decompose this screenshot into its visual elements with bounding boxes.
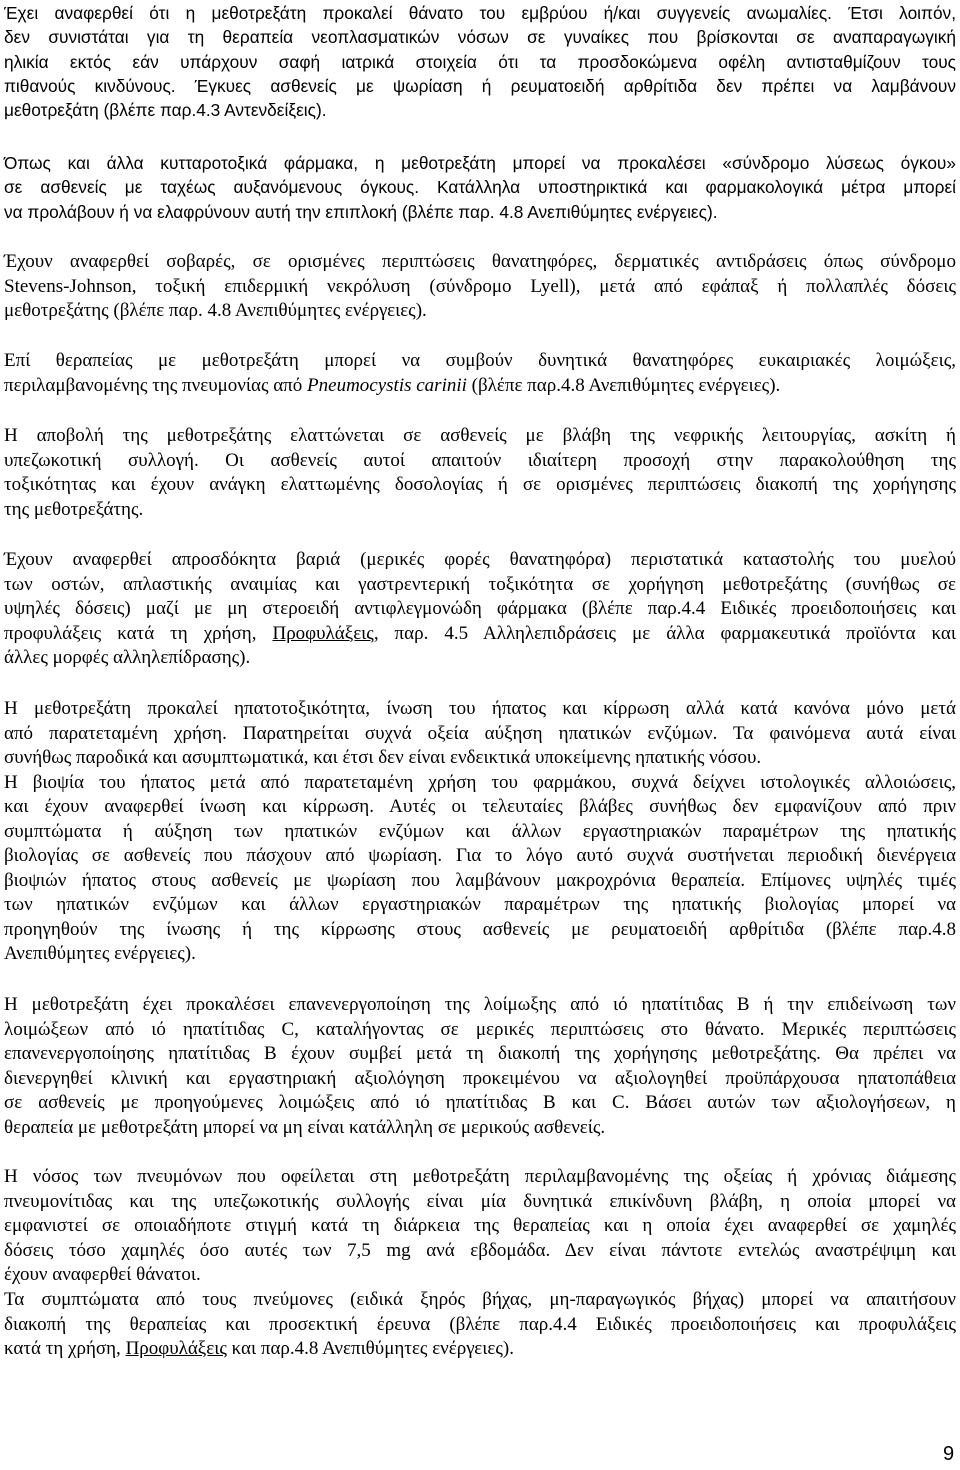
precautions-link[interactable]: Προφυλάξεις — [272, 622, 374, 644]
text-line: συνήθως παροδικά και ασυμπτωματικά, και έτσι δεν είναι ενδεικτικά υποκείμενης ηπατικής νόσου. — [4, 747, 762, 768]
text-line: διενεργηθεί κλινική και εργαστηριακή αξιολόγηση προκειμένου να αξιολογηθεί προϋπάρχουσα ηπατοπάθεια — [4, 1067, 956, 1089]
text-line: θεραπεία με μεθοτρεξάτη μπορεί να μη είναι κατάλληλη σε μερικούς ασθενείς. — [4, 1116, 606, 1138]
text-line: σε ασθενείς με προηγούμενες λοιμώξεις από ιό ηπατίτιδας Β και C. Βάσει αυτών των αξιολογήσεων, η — [4, 1092, 956, 1113]
text-line: τοξικότητας και έχουν ανάγκη ελαττωμένης δοσολογίας ή σε ορισμένες περιπτώσεις διακοπή της χορήγησης — [4, 474, 956, 495]
text-line: δόσεις τόσο χαμηλές όσο αυτές των 7,5 mg ανά εβδομάδα. Δεν είναι πάντοτε εντελώς αναστρέψιμη και — [4, 1239, 956, 1261]
text-line: να προλάβουν ή να ελαφρύνουν αυτή την επιπλοκή (βλέπε παρ. 4.8 Ανεπιθύμητες ενέργειες). — [4, 201, 718, 222]
text-segment: κατά τη χρήση, — [4, 1338, 126, 1359]
text-line: δεν συνιστάται για τη θεραπεία νεοπλασματικών νόσων σε γυναίκες που βρίσκονται σε αναπαραγωγική — [4, 27, 956, 48]
paragraph-tumor-lysis — [4, 151, 956, 224]
text-segment: (βλέπε παρ.4.8 Ανεπιθύμητες ενέργειες). — [466, 374, 781, 396]
text-segment: και παρ.4.8 Ανεπιθύμητες ενέργειες). — [226, 1338, 514, 1359]
text-line: της μεθοτρεξάτης. — [4, 498, 144, 520]
text-line: διακοπή της θεραπείας και προσεκτική έρευνα (βλέπε παρ.4.4 Ειδικές προειδοποιήσεις και προφυλάξεις — [4, 1313, 956, 1335]
text-line: μεθοτρεξάτη (βλέπε παρ.4.3 Αντενδείξεις). — [4, 100, 327, 121]
precautions-link[interactable]: Προφυλάξεις — [125, 1338, 227, 1359]
text-line: βιολογίας σε ασθενείς που πάσχουν από ψωρίαση. Για το λόγο αυτό συχνά συστήνεται περιοδική διενέργεια — [4, 845, 956, 866]
text-line — [4, 374, 956, 399]
paragraph-bone-marrow — [4, 548, 956, 671]
page-number: 9 — [943, 1443, 955, 1465]
text-line: πιθανούς κινδύνους. Έγκυες ασθενείς με ψωρίαση ή ρευματοειδή αρθρίτιδα δεν πρέπει να λαμβάνουν — [4, 75, 956, 96]
text-line: μεθοτρεξάτης (βλέπε παρ. 4.8 Ανεπιθύμητες ενέργειες). — [4, 300, 427, 321]
paragraph-hepatitis — [4, 993, 956, 1140]
text-line: των ηπατικών ενζύμων και άλλων εργαστηριακών παραμέτρων της ηπατικής βιολογίας μπορεί να — [4, 894, 956, 915]
text-line — [4, 1337, 956, 1362]
text-line: συμπτώματα ή αύξηση των ηπατικών ενζύμων και άλλων εργαστηριακών παραμέτρων της ηπατικής — [4, 820, 956, 842]
paragraph-hepatotoxicity — [4, 697, 956, 967]
text-line: Τα συμπτώματα από τους πνεύμονες (ειδικά ξηρός βήχας, μη-παραγωγικός βήχας) μπορεί να απαιτήσουν — [4, 1289, 956, 1310]
text-line: λοιμώξεων από ιό ηπατίτιδας C, καταλήγοντας σε μερικές περιπτώσεις στο θάνατο. Μερικές περιπτώσεις — [4, 1018, 956, 1040]
text-line: Επί θεραπείας με μεθοτρεξάτη μπορεί να συμβούν δυνητικά θανατηφόρες ευκαιριακές λοιμώξεις, — [4, 350, 956, 371]
text-line: Όπως και άλλα κυτταροτοξικά φάρμακα, η μεθοτρεξάτη μπορεί να προκαλέσει «σύνδρομο λύσεως όγκου» — [4, 153, 956, 173]
text-line: πνευμονίτιδας και της υπεζωκοτικής συλλογής είναι μία δυνητικά επικίνδυνη βλάβη, η οποία μπορεί να — [4, 1190, 956, 1212]
text-line: βιοψιών ήπατος στους ασθενείς με ψωρίαση που λαμβάνουν μακροχρόνια θεραπεία. Επίμονες υψηλές τιμές — [4, 869, 956, 891]
text-line: επανενεργοποίησης ηπατίτιδας Β έχουν συμβεί μετά τη διακοπή της χορήγησης μεθοτρεξάτης. Θα πρέπει να — [4, 1043, 956, 1064]
paragraph-lung-disease — [4, 1165, 956, 1288]
text-line: έχουν αναφερθεί θάνατοι. — [4, 1264, 201, 1285]
text-segment: , παρ. 4.5 Αλληλεπιδράσεις με άλλα φαρμακευτικά προϊόντα και — [373, 622, 956, 644]
italic-organism-name: Pneumocystis carinii — [307, 374, 467, 396]
text-line: υπεζωκοτική συλλογή. Οι ασθενείς αυτοί απαιτούν ιδιαίτερη προσοχή στην παρακολούθηση της — [4, 449, 956, 471]
text-line: και έχουν αναφερθεί ίνωση και κίρρωση. Αυτές οι τελευταίες βλάβες συνήθως δεν εμφανίζουν από πριν — [4, 796, 956, 817]
text-line: Η νόσος των πνευμόνων που οφείλεται στη μεθοτρεξάτη περιλαμβανομένης της οξείας ή χρόνιας διάμεσης — [4, 1166, 956, 1187]
text-line: άλλες μορφές αλληλεπίδρασης). — [4, 647, 251, 668]
text-line: Έχει αναφερθεί ότι η μεθοτρεξάτη προκαλεί θάνατο του εμβρύου ή/και συγγενείς ανωμαλίες. Έτσι λοιπόν, — [4, 3, 956, 23]
text-line: Η μεθοτρεξάτη προκαλεί ηπατοτοξικότητα, ίνωση του ήπατος και κίρρωση αλλά κατά κανόνα μόνο μετά — [4, 698, 956, 719]
paragraph-pregnancy-warning — [4, 1, 956, 122]
text-line: εμφανιστεί σε οποιαδήποτε στιγμή κατά τη διάρκεια της θεραπείας και η οποία έχει αναφερθεί σε χαμηλές — [4, 1215, 956, 1236]
text-line: Η μεθοτρεξάτη έχει προκαλέσει επανενεργοποίηση της λοίμωξης από ιό ηπατίτιδας Β ή την επιδείνωση των — [4, 994, 956, 1015]
paragraph-renal-elimination — [4, 424, 956, 522]
text-line: σε ασθενείς με ταχέως αυξανόμενους όγκους. Κατάλληλα υποστηρικτικά και φαρμακολογικά μέτρα μπορεί — [4, 177, 956, 198]
text-segment: περιλαμβανομένης της πνευμονίας από — [4, 374, 308, 396]
paragraph-skin-reactions — [4, 250, 956, 324]
paragraph-lung-symptoms — [4, 1288, 956, 1362]
text-line: Ανεπιθύμητες ενέργειες). — [4, 943, 196, 964]
text-line: Έχουν αναφερθεί απροσδόκητα βαριά (μερικές φορές θανατηφόρα) περιστατικά καταστολής του μυελού — [4, 549, 956, 570]
text-line — [4, 622, 956, 647]
text-line: προηγηθούν της ίνωσης ή της κίρρωσης στους ασθενείς με ρευματοειδή αρθρίτιδα (βλέπε παρ.4.8 — [4, 918, 956, 940]
paragraph-infections — [4, 349, 956, 398]
text-line: ηλικία εκτός εάν υπάρχουν σαφή ιατρικά στοιχεία ότι τα προσδοκώμενα οφέλη αντισταθμίζουν τους — [4, 51, 956, 72]
text-line: Stevens-Johnson, τοξική επιδερμική νεκρόλυση (σύνδρομο Lyell), μετά από εφάπαξ ή πολλαπλές δόσεις — [4, 275, 956, 297]
text-line: από παρατεταμένη χρήση. Παρατηρείται συχνά οξεία αύξηση ηπατικών ενζύμων. Τα φαινόμενα αυτά είναι — [4, 722, 956, 744]
text-segment: προφυλάξεις κατά τη χρήση, — [4, 622, 273, 644]
text-line: Έχουν αναφερθεί σοβαρές, σε ορισμένες περιπτώσεις θανατηφόρες, δερματικές αντιδράσεις όπως σύνδρομο — [4, 251, 956, 272]
text-line: Η βιοψία του ήπατος μετά από παρατεταμένη χρήση του φαρμάκου, συχνά δείχνει ιστολογικές αλλοιώσεις, — [4, 771, 956, 793]
text-line: Η αποβολή της μεθοτρεξάτης ελαττώνεται σε ασθενείς με βλάβη της νεφρικής λειτουργίας, ασκίτη ή — [4, 425, 956, 446]
text-line: των οστών, απλαστικής αναιμίας και γαστρεντερική τοξικότητα σε χορήγηση μεθοτρεξάτης (συνήθως σε — [4, 573, 956, 595]
text-line: υψηλές δόσεις) μαζί με μη στεροειδή αντιφλεγμονώδη φάρμακα (βλέπε παρ.4.4 Ειδικές προειδοποιήσεις και — [4, 598, 956, 619]
